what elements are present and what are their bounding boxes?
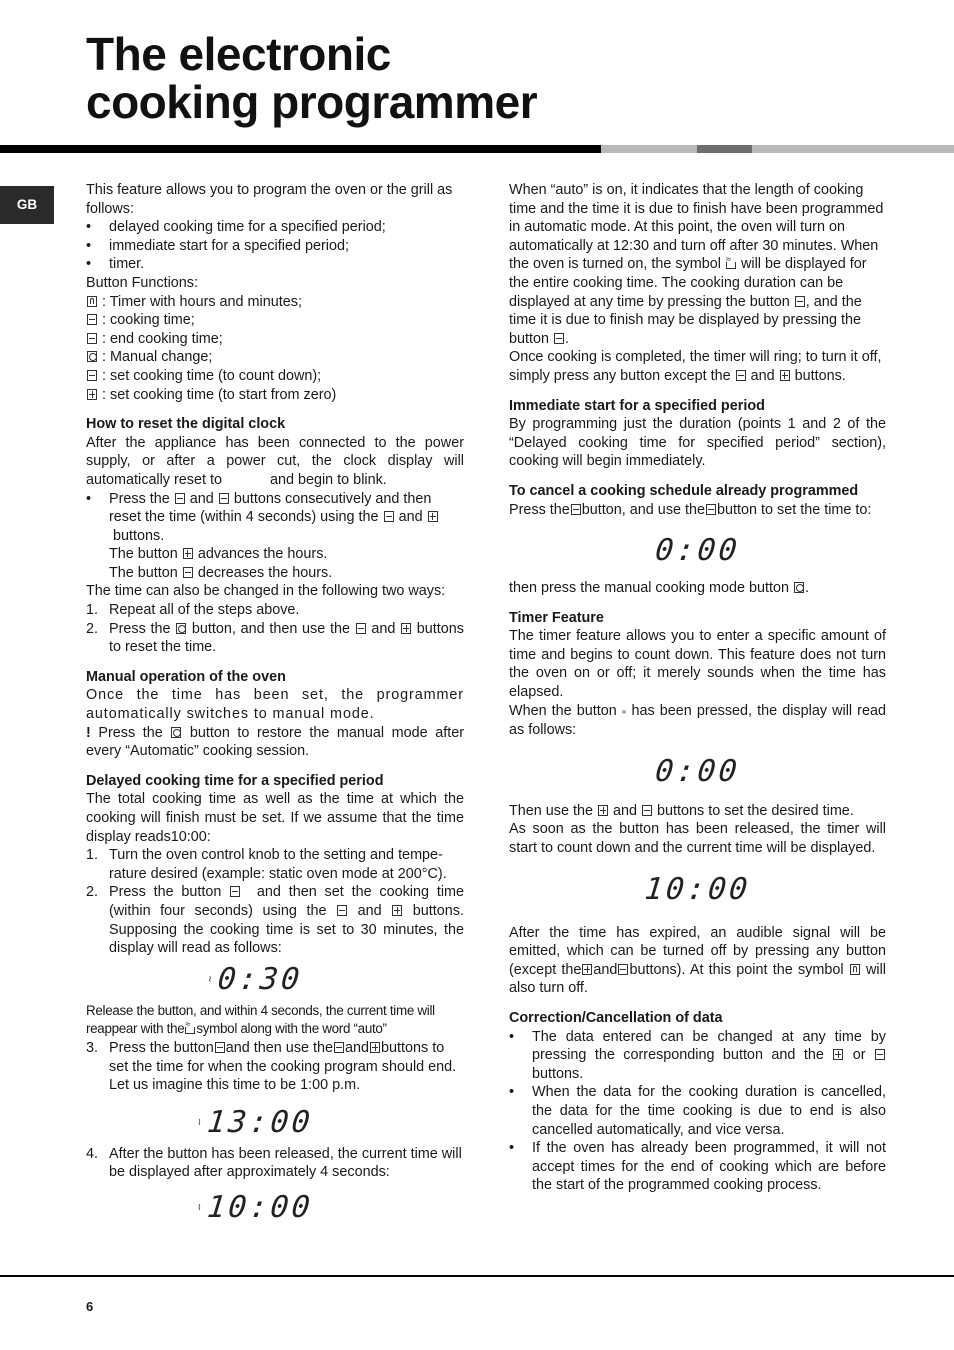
minus-icon	[706, 504, 716, 515]
header-rule-grey-2	[697, 145, 752, 153]
display-readout: ⌇ 13:00	[197, 1104, 315, 1140]
minus-icon	[356, 623, 366, 634]
auto-indicator-icon: ⌇	[197, 1202, 202, 1212]
manual-note: ! Press the button to restore the manual mode after every “Automatic” cooking session.	[86, 724, 464, 760]
manual-text: Once the time has been set, the programmer automatically switches to manual mode.	[86, 687, 464, 723]
minus-icon	[736, 370, 746, 381]
function-cooking-time: : cooking time;	[86, 311, 464, 330]
display-readout: 0:00	[653, 532, 742, 568]
minus-icon	[337, 905, 347, 916]
plus-icon	[370, 1042, 380, 1053]
reset-bullet: • Press the and buttons consecutively and then reset the time (within 4 seconds) using the and buttons.	[86, 490, 464, 546]
function-manual: : Manual change;	[86, 348, 464, 367]
way-item: 2. Press the button, and then use the and buttons to reset the time.	[86, 620, 464, 656]
cancel-text: Press the button, and use the button to set the time to:	[509, 501, 872, 518]
intro-item: • immediate start for a specified period;	[86, 237, 464, 256]
step-item: 2. Press the button and then set the cooking time (within four seconds) using the and buttons. Supposing the cooking time is set to 30 minutes, the display will read as follows:	[86, 884, 465, 957]
plus-icon	[833, 1049, 843, 1060]
cooking-time-icon	[87, 314, 97, 325]
minus-icon	[334, 1042, 344, 1053]
timer-press-text: When the button « has been pressed, the display will read as follows:	[509, 702, 886, 739]
minus-icon	[183, 567, 193, 578]
display-readout: 0:00	[653, 753, 742, 789]
step-item: 3. Press the button and then use the and buttons to set the time for when the cooking program should end. Let us imagine this time to be 1:00 p.m.	[86, 1039, 457, 1094]
cancel-heading: To cancel a cooking schedule already programmed	[509, 482, 859, 499]
immediate-heading: Immediate start for a specified period	[509, 397, 765, 414]
step-item: 4. After the button has been released, the current time will be displayed after approximately 4 seconds:	[86, 1145, 462, 1181]
function-timer: : Timer with hours and minutes;	[86, 293, 464, 312]
release-text: Release the button, and within 4 seconds, the current time will reappear with the≈ symbol along with the word “auto”	[86, 1002, 464, 1039]
language-tab: GB	[0, 186, 54, 224]
intro-item: • timer.	[86, 255, 464, 274]
plus-icon	[582, 964, 592, 975]
timer-heading: Timer Feature	[509, 609, 604, 626]
delayed-text: The total cooking time as well as the time at which the cooking will finish must be set. If we assume that the time display reads10:00:	[86, 791, 464, 845]
cooking-pot-icon	[725, 257, 737, 269]
correction-item: • If the oven has already been programmed, it will not accept times for the end of cooking which are before the start of the programmed cooking process.	[509, 1139, 886, 1195]
manual-icon	[176, 623, 186, 634]
timer-bell-icon	[850, 964, 860, 975]
manual-heading: Manual operation of the oven	[86, 668, 286, 685]
cooking-pot-icon	[184, 1022, 196, 1034]
function-minus: : set cooking time (to count down);	[86, 367, 464, 386]
manual-icon	[171, 727, 181, 738]
intro-item: • delayed cooking time for a specified period;	[86, 218, 464, 237]
auto-text: When “auto” is on, it indicates that the length of cooking time and the time it is due to finish have been programmed in automatic mode. At this point, the oven will turn on automatically at 12:30 and turn off after 30 minutes. When the oven is turned on, the symbol ≈ will be displayed for the entire cooking time. The cooking duration can be displayed at any time by pressing the button , and the time it is due to finish may be displayed by pressing the button .	[509, 181, 886, 348]
minus-icon	[642, 805, 652, 816]
minus-icon	[384, 511, 394, 522]
cooking-time-icon	[175, 493, 185, 504]
correction-heading: Correction/Cancellation of data	[509, 1010, 723, 1026]
delayed-heading: Delayed cooking time for a specified period	[86, 772, 384, 789]
plus-icon	[401, 623, 411, 634]
page-number: 6	[86, 1299, 94, 1314]
function-plus: : set cooking time (to start from zero)	[86, 386, 464, 405]
correction-item: • When the data for the cooking duration is cancelled, the data for the time cooking is due to end is also cancelled automatically, and vice versa.	[509, 1083, 886, 1139]
page-title	[86, 30, 537, 126]
reset-heading: How to reset the digital clock	[86, 416, 286, 433]
timer-bell-icon	[87, 296, 97, 307]
end-cooking-icon	[219, 493, 229, 504]
end-cooking-icon	[554, 333, 564, 344]
then-press-text: then press the manual cooking mode button .	[509, 580, 809, 597]
timer-text: The timer feature allows you to enter a specific amount of time and begins to count down. This feature does not turn the oven on or off; it merely sounds when the time has elapsed.	[509, 628, 886, 701]
minus-icon	[875, 1049, 885, 1060]
header-rule-grey-3	[752, 145, 954, 153]
footer-rule	[0, 1275, 954, 1277]
title-line-1: The electronic	[86, 28, 391, 80]
manual-icon	[87, 351, 97, 362]
auto-indicator-icon: ⌇	[207, 974, 213, 984]
cooking-time-icon	[795, 296, 805, 307]
way-item: 1. Repeat all of the steps above.	[86, 602, 300, 619]
bell-icon: «	[621, 706, 627, 716]
minus-icon	[618, 964, 628, 975]
header-rule-grey-1	[601, 145, 697, 153]
immediate-text: By programming just the duration (points 1 and 2 of the “Delayed cooking time for specified period” section), cooking will begin immediately.	[509, 416, 886, 470]
cooking-time-icon	[571, 504, 581, 515]
then-use-text: Then use the and buttons to set the desired time.	[509, 802, 854, 819]
two-ways-text: The time can also be changed in the following two ways:	[86, 583, 446, 600]
display-readout: ⌇ 0:30	[207, 961, 305, 997]
plus-icon	[428, 511, 438, 522]
plus-icon	[780, 370, 790, 381]
functions-heading: Button Functions:	[86, 274, 198, 291]
as-soon-text: As soon as the button has been released, the timer will start to count down and the current time will be displayed.	[509, 821, 886, 857]
plus-icon	[183, 548, 193, 559]
right-column	[509, 181, 886, 1195]
correction-item: • The data entered can be changed at any time by pressing the corresponding button and the or buttons.	[509, 1028, 886, 1084]
header-rule-black	[0, 145, 601, 153]
plus-icon	[598, 805, 608, 816]
step-item: 1. Turn the oven control knob to the setting and tempe-rature desired (example: static oven mode at 200°C).	[86, 847, 447, 882]
end-cooking-icon	[230, 886, 240, 897]
function-end-time: : end cooking time;	[86, 330, 464, 349]
plus-icon	[392, 905, 402, 916]
expired-text: After the time has expired, an audible signal will be emitted, which can be turned off by pressing any button (except the and buttons). At this point the symbol will also turn off.	[509, 924, 886, 997]
completed-text: Once cooking is completed, the timer will ring; to turn it off, simply press any button except the and buttons.	[509, 349, 882, 384]
advances-line: The button advances the hours.	[109, 546, 328, 563]
end-cooking-icon	[87, 333, 97, 344]
intro-text: This feature allows you to program the oven or the grill as follows:	[86, 182, 453, 217]
title-line-2: cooking programmer	[86, 76, 538, 128]
display-readout: ⌇ 10:00	[197, 1189, 315, 1225]
reset-text: After the appliance has been connected to the power supply, or after a power cut, the clock display will automatically reset to and begin to blink.	[86, 434, 464, 488]
auto-indicator-icon: ⌇	[197, 1117, 202, 1127]
plus-icon	[87, 389, 97, 400]
manual-icon	[794, 582, 804, 593]
display-readout: 10:00	[643, 871, 753, 907]
decreases-line: The button decreases the hours.	[109, 564, 333, 581]
left-column	[86, 181, 464, 1230]
minus-icon	[87, 370, 97, 381]
end-cooking-icon	[215, 1042, 225, 1053]
